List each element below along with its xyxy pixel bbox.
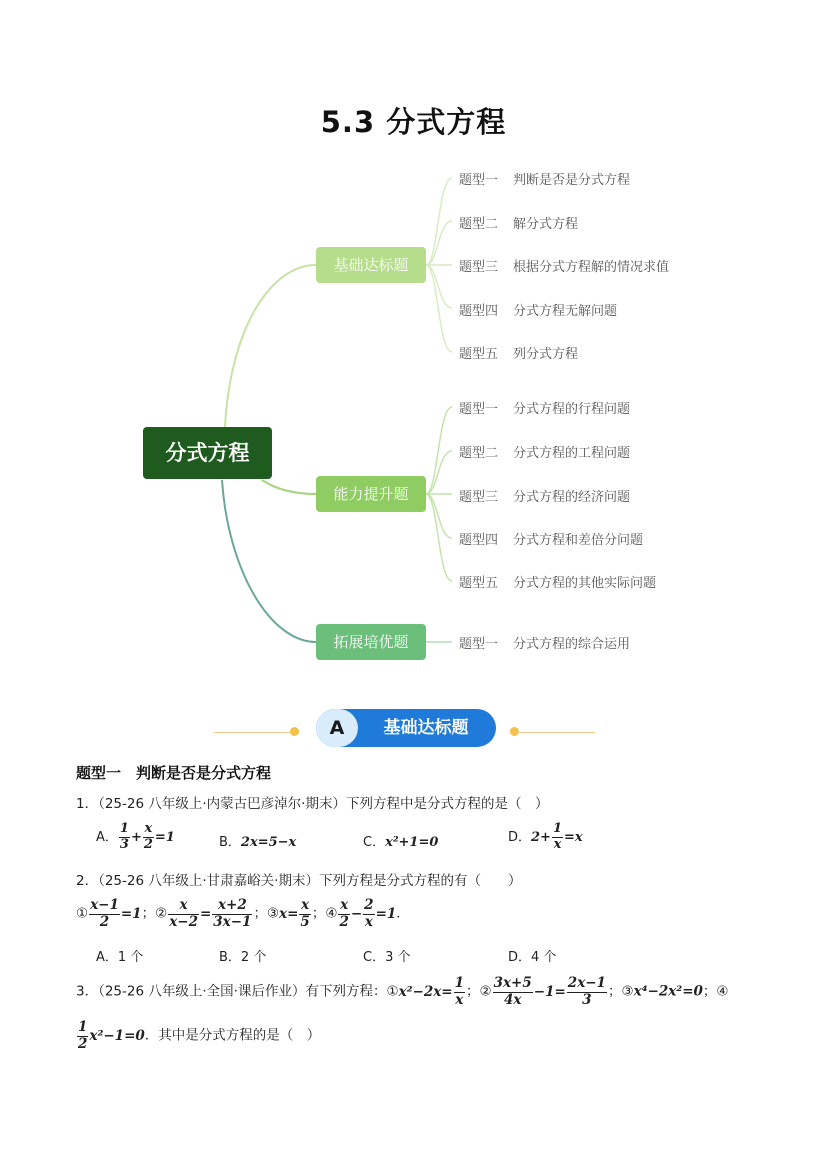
mindmap-leaf: 题型一 分式方程的行程问题 <box>459 402 631 417</box>
question-2-option-d: D．4 个 <box>508 950 557 965</box>
question-2-equations: ① $\frac{x-1}{2}$ =1；② $\frac{x}{x-2}$ = $\frac{x+2}{3x-1}$ ；③x= $\frac{x}{5}$ ；④ $\frac{x}{2}$ − $\frac{2}{x}$ =1． <box>76 897 410 930</box>
question-2-option-c: C．3 个 <box>363 950 411 965</box>
question-3-continuation: $\frac{1}{2}$ x²−1=0．其中是分式方程的是（ ） <box>78 1019 321 1052</box>
question-2-option-a: A．1 个 <box>96 950 144 965</box>
mindmap-branch-advanced: 能力提升题 <box>316 476 426 512</box>
question-1-option-b: B．2x=5−x <box>219 835 297 850</box>
section-heading: 题型一 判断是否是分式方程 <box>76 764 272 782</box>
mindmap-leaf: 题型三 分式方程的经济问题 <box>459 490 631 505</box>
question-1-option-c: C．x²+1=0 <box>363 835 439 850</box>
question-3-stem: 3．（25-26 八年级上·全国·课后作业）有下列方程：①x²−2x= $\frac{1}{x}$ ；② $\frac{3x+5}{4x}$ −1= $\frac{2x-1}{3}$ ；③x⁴−2x²=0；④ <box>76 975 729 1008</box>
mindmap-leaf: 题型五 列分式方程 <box>459 347 579 362</box>
mindmap-center-node: 分式方程 <box>143 427 272 479</box>
section-banner-label: 基础达标题 <box>383 718 469 738</box>
mindmap-leaf: 题型四 分式方程无解问题 <box>459 304 618 319</box>
banner-divider-right <box>515 732 595 733</box>
mindmap-branch-extension: 拓展培优题 <box>316 624 426 660</box>
mindmap-leaf: 题型二 分式方程的工程问题 <box>459 446 631 461</box>
mindmap-leaf: 题型二 解分式方程 <box>459 217 579 232</box>
question-1-option-d: D．2+ $\frac{1}{x}$ =x <box>508 821 583 852</box>
question-2-option-b: B．2 个 <box>219 950 267 965</box>
question-2-stem: 2．（25-26 八年级上·甘肃嘉峪关·期末）下列方程是分式方程的有（ ） <box>76 873 522 889</box>
banner-dot-left <box>290 727 299 736</box>
mindmap-leaf: 题型四 分式方程和差倍分问题 <box>459 533 644 548</box>
mindmap-leaf: 题型五 分式方程的其他实际问题 <box>459 576 657 591</box>
section-banner-letter: A <box>316 709 358 747</box>
mindmap-connectors <box>0 150 827 670</box>
question-1-stem: 1．（25-26 八年级上·内蒙古巴彦淖尔·期末）下列方程中是分式方程的是（ ） <box>76 796 549 812</box>
mindmap-branch-basic: 基础达标题 <box>316 247 426 283</box>
page-title: 5.3 分式方程 <box>320 105 507 139</box>
mindmap-leaf: 题型一 分式方程的综合运用 <box>459 637 631 652</box>
question-1-option-a: A． $\frac{1}{3}$ + $\frac{x}{2}$ =1 <box>96 821 175 852</box>
banner-divider-left <box>214 732 294 733</box>
mindmap-leaf: 题型一 判断是否是分式方程 <box>459 173 631 188</box>
mindmap-leaf: 题型三 根据分式方程解的情况求值 <box>459 260 670 275</box>
